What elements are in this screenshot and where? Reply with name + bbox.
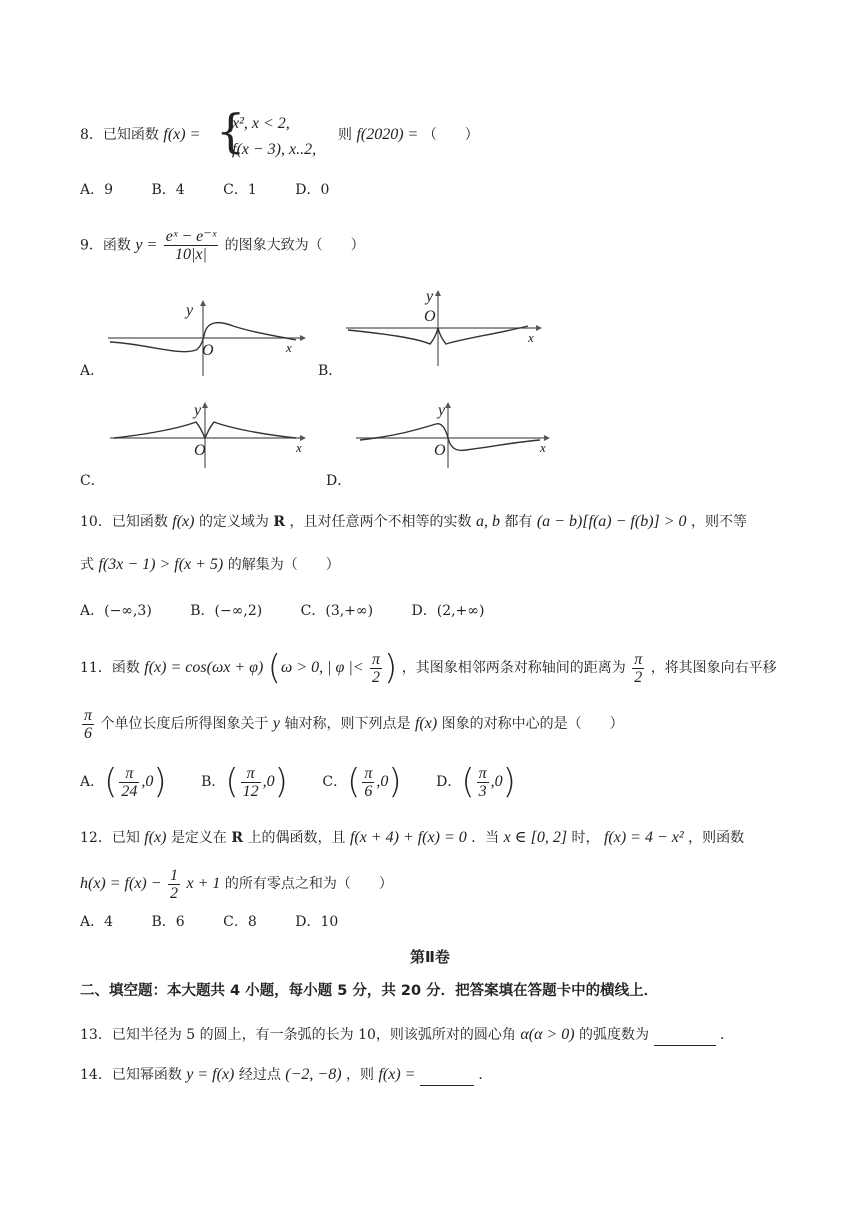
- q12-text-d: ．当: [471, 830, 500, 846]
- q9-label-c: C．: [80, 473, 105, 489]
- q12-options: [80, 912, 372, 932]
- q10-text-c: ，且对任意两个不相等的实数: [289, 514, 472, 530]
- q14-text-a: 14．已知幂函数: [80, 1067, 182, 1083]
- section-heading: 二、填空题：本大题共 4 小题，每小题 5 分，共 20 分．把答案填在答题卡中的横线上．: [80, 983, 659, 999]
- q9-c-x-label: x: [296, 440, 302, 455]
- q12-domain: x ∈ [0, 2]: [503, 829, 568, 846]
- q11-frac-cond: [370, 651, 382, 686]
- q10-inequality: f(3x − 1) > f(x + 5): [98, 556, 224, 573]
- q14-fx: f(x) =: [378, 1066, 416, 1083]
- q11-option-a-den: 24: [121, 782, 138, 800]
- q9-c-y-label: y: [194, 402, 202, 419]
- q9-den: 10|x|: [175, 246, 207, 263]
- q12-fx: f(x): [144, 829, 167, 846]
- q10-options: [80, 601, 518, 621]
- q9-graph-b: [346, 288, 546, 368]
- q12-h: h(x) = f(x) −: [80, 875, 162, 892]
- q8-option-c: C．1: [223, 182, 257, 198]
- q10-line2: [80, 555, 340, 575]
- q13-end: ．: [719, 1027, 734, 1043]
- q11-options: [80, 760, 550, 804]
- q10-text-g: 的解集为（ ）: [227, 557, 340, 573]
- q11-option-c-label: C．: [322, 774, 348, 790]
- q11-tail: ，将其图象向右平移: [650, 660, 777, 676]
- q12-real-set: R: [231, 830, 244, 846]
- q12-option-d: D．10: [295, 914, 339, 930]
- q13-alpha: α(α > 0): [520, 1026, 575, 1043]
- q12-text-b: 是定义在: [170, 830, 227, 846]
- q11-option-b-zero: ,0: [262, 773, 275, 790]
- q8-brace: {: [216, 104, 246, 158]
- q8-mid: 则: [338, 127, 352, 143]
- q9-c-origin: O: [194, 442, 206, 459]
- q12-h-tail: x + 1: [186, 875, 221, 892]
- q9-d-origin: O: [434, 442, 446, 459]
- q9-y: y =: [135, 236, 158, 254]
- q12-line1: [80, 828, 744, 848]
- q9-prefix: 9．函数: [80, 237, 131, 254]
- q11-line2-c: 图象的对称中心的是（ ）: [441, 716, 624, 732]
- q10-line1: [80, 512, 747, 532]
- q11-frac-cond-num: π: [372, 650, 381, 668]
- q9-d-y-label: y: [438, 402, 446, 419]
- q11-option-b-den: 12: [242, 782, 259, 800]
- q10-text-e: ，则不等: [691, 514, 747, 530]
- q9-num: eˣ − e⁻ˣ: [165, 228, 217, 245]
- q11-option-c-num: π: [364, 764, 373, 782]
- q12-line2: [80, 864, 393, 904]
- q12-frac-half: [168, 867, 180, 902]
- q11-line2: [80, 704, 624, 744]
- q12-frac-den: 2: [170, 884, 179, 902]
- q9-a-origin: O: [202, 342, 214, 359]
- q11-paren-open: (: [267, 648, 282, 688]
- q10-real-set: R: [273, 514, 286, 530]
- q9-b-y-label: y: [426, 288, 434, 305]
- q11-line2-b: 轴对称，则下列点是: [284, 716, 411, 732]
- q12-text-g: 的所有零点之和为（ ）: [224, 876, 393, 892]
- q8-stem: [80, 125, 200, 145]
- q8-ask: [338, 125, 479, 145]
- q9-d-x-label: x: [540, 440, 546, 455]
- q9-fraction: [164, 228, 218, 263]
- q10-option-a: A．(−∞,3): [80, 603, 152, 619]
- q11-option-d-zero: ,0: [490, 773, 503, 790]
- q12-text-c: 上的偶函数，且: [247, 830, 346, 846]
- q11-frac-shift: [82, 707, 94, 742]
- q12-frac-num: 1: [170, 866, 179, 884]
- q8-case1: x², x < 2,: [232, 115, 290, 132]
- q11-prefix: 11．函数: [80, 660, 140, 676]
- q11-option-b-label: B．: [201, 774, 226, 790]
- q11-frac-cond-den: 2: [372, 668, 381, 686]
- q9-graph-d: [356, 400, 556, 470]
- q9-label-a: A．: [80, 363, 105, 379]
- q13-text-b: 的弧度数为: [579, 1027, 650, 1043]
- q13-stem: [80, 1025, 734, 1046]
- q11-frac-dist: [632, 651, 644, 686]
- q11-frac-shift-den: 6: [84, 724, 92, 742]
- q8-case2: f(x − 3), x..2,: [232, 141, 317, 158]
- q9-b-origin: O: [424, 308, 436, 325]
- q11-frac-dist-num: π: [634, 650, 643, 668]
- section-title: 第Ⅱ卷: [410, 948, 450, 966]
- q14-point: (−2, −8): [285, 1066, 342, 1083]
- q9-label-d: D．: [326, 473, 352, 489]
- q8-options: [80, 180, 363, 200]
- q11-option-d-den: 3: [478, 782, 487, 800]
- q12-equation: f(x + 4) + f(x) = 0: [349, 829, 467, 846]
- q11-line2-a: 个单位长度后所得图象关于: [100, 716, 269, 732]
- q12-text-e: 时，: [571, 830, 600, 846]
- q12-option-c: C．8: [223, 914, 257, 930]
- q10-fx: f(x): [172, 513, 195, 530]
- q12-option-a: A．4: [80, 914, 114, 930]
- q11-option-a-label: A．: [80, 774, 105, 790]
- q11-cond: ω > 0, | φ |<: [281, 659, 364, 676]
- q9-tail: 的图象大致为（ ）: [224, 237, 365, 254]
- q10-option-d: D．(2,+∞): [411, 603, 485, 619]
- q11-fx: f(x): [414, 715, 438, 732]
- q11-option-a: A．( $\frac{\pi}{24}$ ,0): [80, 762, 167, 802]
- q11-option-d-label: D．: [436, 774, 462, 790]
- q10-text-d: 都有: [504, 514, 533, 530]
- q9-a-y-label: y: [186, 302, 194, 319]
- q9-label-b: B．: [318, 363, 343, 379]
- q10-option-b: B．(−∞,2): [190, 603, 263, 619]
- q11-option-b: B．( $\frac{\pi}{12}$ ,0): [201, 762, 288, 802]
- q8-fx: f(x) =: [163, 126, 201, 143]
- q11-option-c-zero: ,0: [376, 773, 389, 790]
- q8-ask-expr: f(2020) =: [356, 126, 419, 143]
- q14-text-b: 经过点: [238, 1067, 281, 1083]
- q12-option-b: B．6: [151, 914, 185, 930]
- q12-definition: f(x) = 4 − x²: [603, 829, 684, 846]
- q8-tail: （ ）: [422, 127, 479, 143]
- q9-b-x-label: x: [528, 330, 534, 345]
- q8-option-a: A．9: [80, 182, 114, 198]
- q10-ab: a, b: [475, 513, 500, 530]
- q11-frac-shift-num: π: [84, 706, 93, 724]
- q14-stem: [80, 1065, 492, 1086]
- q8-option-d: D．0: [295, 182, 330, 198]
- q11-y-axis: y: [272, 715, 281, 732]
- q13-answer-blank[interactable]: [654, 1025, 716, 1046]
- q11-option-d: D．( $\frac{\pi}{3}$ ,0): [436, 762, 516, 802]
- q10-option-c: C．(3,+∞): [300, 603, 374, 619]
- q11-func: f(x) = cos(ωx + φ): [144, 659, 264, 676]
- q11-option-c: C．( $\frac{\pi}{6}$ ,0): [322, 762, 402, 802]
- q14-y: y = f(x): [186, 1066, 235, 1083]
- q11-option-c-den: 6: [364, 782, 373, 800]
- q9-graph-a: [108, 298, 308, 378]
- q9-a-x-label: x: [286, 340, 292, 355]
- q14-answer-blank[interactable]: [420, 1065, 474, 1086]
- q10-text-b: 的定义域为: [198, 514, 269, 530]
- q11-option-b-num: π: [241, 765, 261, 783]
- q9-stem: [80, 228, 365, 263]
- q10-condition: (a − b)[f(a) − f(b)] > 0: [536, 513, 687, 530]
- q11-frac-dist-den: 2: [634, 668, 643, 686]
- q11-line1: [80, 648, 777, 688]
- q14-end: ．: [478, 1067, 493, 1083]
- q11-option-a-num: π: [119, 765, 139, 783]
- q8-prefix: 8．已知函数: [80, 127, 159, 143]
- q13-text-a: 13．已知半径为 5 的圆上，有一条弧的长为 10，则该弧所对的圆心角: [80, 1027, 516, 1043]
- q11-mid: ，其图象相邻两条对称轴间的距离为: [401, 660, 626, 676]
- q9-graph-c: [110, 400, 310, 470]
- q10-text-a: 10．已知函数: [80, 514, 168, 530]
- q11-option-a-zero: ,0: [141, 773, 154, 790]
- q12-text-f: ，则函数: [688, 830, 745, 846]
- q12-text-a: 12．已知: [80, 830, 140, 846]
- q8-option-b: B．4: [151, 182, 185, 198]
- q11-paren-close: ): [384, 648, 398, 688]
- q10-text-f: 式: [80, 557, 94, 573]
- q11-option-d-num: π: [478, 764, 487, 782]
- q14-text-c: ，则: [346, 1067, 374, 1083]
